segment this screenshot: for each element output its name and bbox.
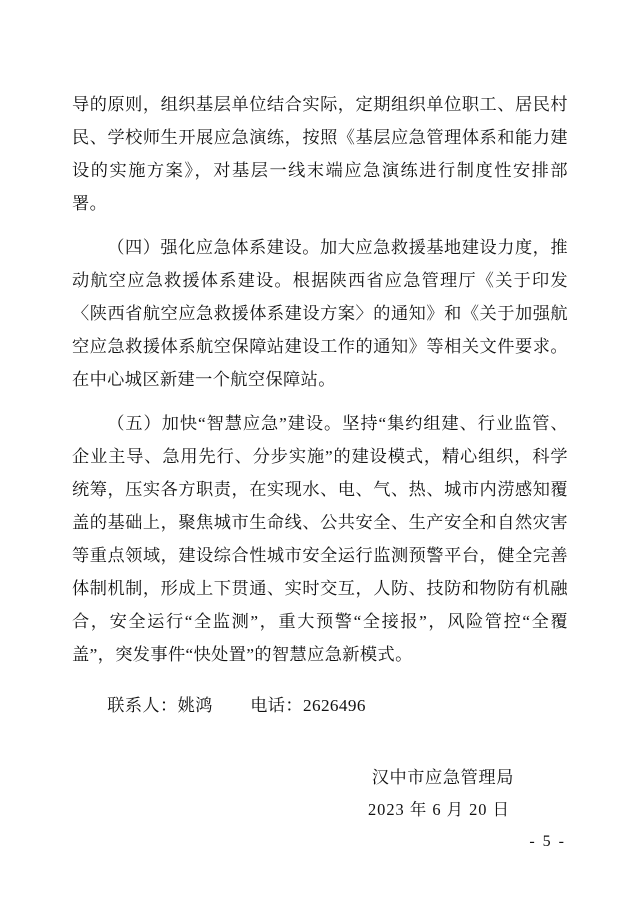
paragraph-item-five: （五）加快“智慧应急”建设。坚持“集约组建、行业监管、企业主导、急用先行、分步实施”的建设模式，精心组织，科学统筹，压实各方职责，在实现水、电、气、热、城市内涝感知覆盖的基础上，聚焦城市生命线、公共安全、生产安全和自然灾害等重点领域，建设综合性城市安全运行监测预警平台，健全完善体制机制，形成上下贯通、实时交互，人防、技防和物防有机融合，安全运行“全监测”，重大预警“全接报”，风险管控“全覆盖”，突发事件“快处置”的智慧应急新模式。 [72, 414, 568, 664]
contact-person: 联系人：姚鸿 [107, 696, 213, 715]
contact-line [72, 689, 568, 722]
signature-date: 2023 年 6 月 20 日 [367, 800, 510, 819]
signature-block [72, 762, 568, 826]
paragraph-item-four: （四）强化应急体系建设。加大应急救援基地建设力度，推动航空应急救援体系建设。根据陕西省应急管理厅《关于印发〈陕西省航空应急救援体系建设方案〉的通知》和《关于加强航空应急救援体系航空保障站建设工作的通知》等相关文件要求。在中心城区新建一个航空保障站。 [72, 238, 568, 389]
document-body [72, 88, 568, 826]
paragraph-continuation: 导的原则，组织基层单位结合实际，定期组织单位职工、居民村民、学校师生开展应急演练，按照《基层应急管理体系和能力建设的实施方案》，对基层一线末端应急演练进行制度性安排部署。 [72, 95, 568, 213]
signature-organization: 汉中市应急管理局 [371, 768, 514, 787]
page-number: - 5 - [529, 833, 566, 850]
contact-phone: 电话：2626496 [250, 696, 366, 715]
